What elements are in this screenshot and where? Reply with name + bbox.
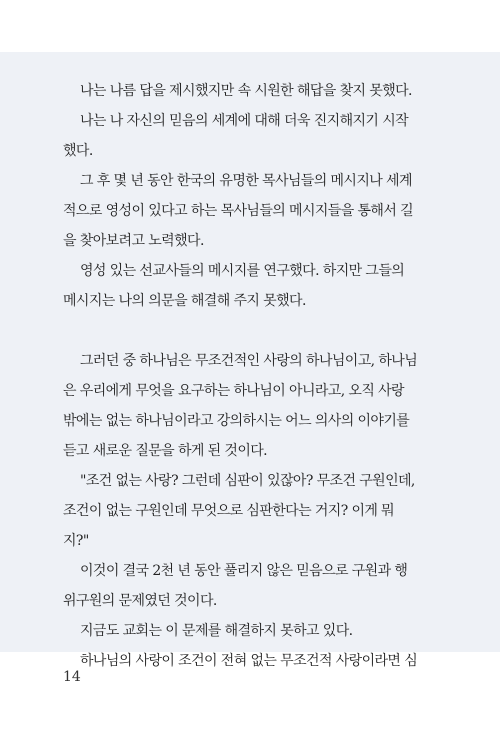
- text-line: 지?": [63, 533, 89, 549]
- text-line: 하나님의 사랑이 조건이 전혀 없는 무조건적 사랑이라면 심: [80, 653, 418, 669]
- text-line: 적으로 영성이 있다고 하는 목사님들의 메시지들을 통해서 길: [63, 203, 414, 219]
- text-line: 위구원의 문제였던 것이다.: [63, 593, 217, 609]
- text-line: "조건 없는 사랑? 그런데 심판이 있잖아? 무조건 구원인데,: [80, 473, 415, 489]
- text-line: 을 찾아보려고 노력했다.: [63, 233, 204, 249]
- text-line: 영성 있는 선교사들의 메시지를 연구했다. 하지만 그들의: [80, 263, 405, 279]
- text-line: 은 우리에게 무엇을 요구하는 하나님이 아니라고, 오직 사랑: [63, 383, 404, 399]
- page-number: 14: [63, 669, 81, 685]
- text-line: 메시지는 나의 의문을 해결해 주지 못했다.: [63, 293, 306, 309]
- text-line: 밖에는 없는 하나님이라고 강의하시는 어느 의사의 이야기를: [63, 413, 410, 429]
- text-line: 나는 나름 답을 제시했지만 속 시원한 해답을 찾지 못했다.: [80, 83, 412, 99]
- text-line: 나는 나 자신의 믿음의 세계에 대해 더욱 진지해지기 시작: [80, 113, 409, 129]
- text-line: 했다.: [63, 143, 93, 159]
- text-line: 그러던 중 하나님은 무조건적인 사랑의 하나님이고, 하나님: [80, 353, 418, 369]
- section-break: [63, 316, 423, 346]
- text-line: 듣고 새로운 질문을 하게 된 것이다.: [63, 443, 268, 459]
- book-page: [0, 52, 500, 669]
- text-line: 조건이 없는 구원인데 무엇으로 심판한다는 거지? 이게 뭐: [63, 503, 395, 519]
- text-line: 그 후 몇 년 동안 한국의 유명한 목사님들의 메시지나 세계: [80, 173, 412, 189]
- text-line: 지금도 교회는 이 문제를 해결하지 못하고 있다.: [80, 623, 353, 639]
- text-line: 이것이 결국 2천 년 동안 풀리지 않은 믿음으로 구원과 행: [80, 563, 408, 579]
- body-text: [63, 76, 423, 676]
